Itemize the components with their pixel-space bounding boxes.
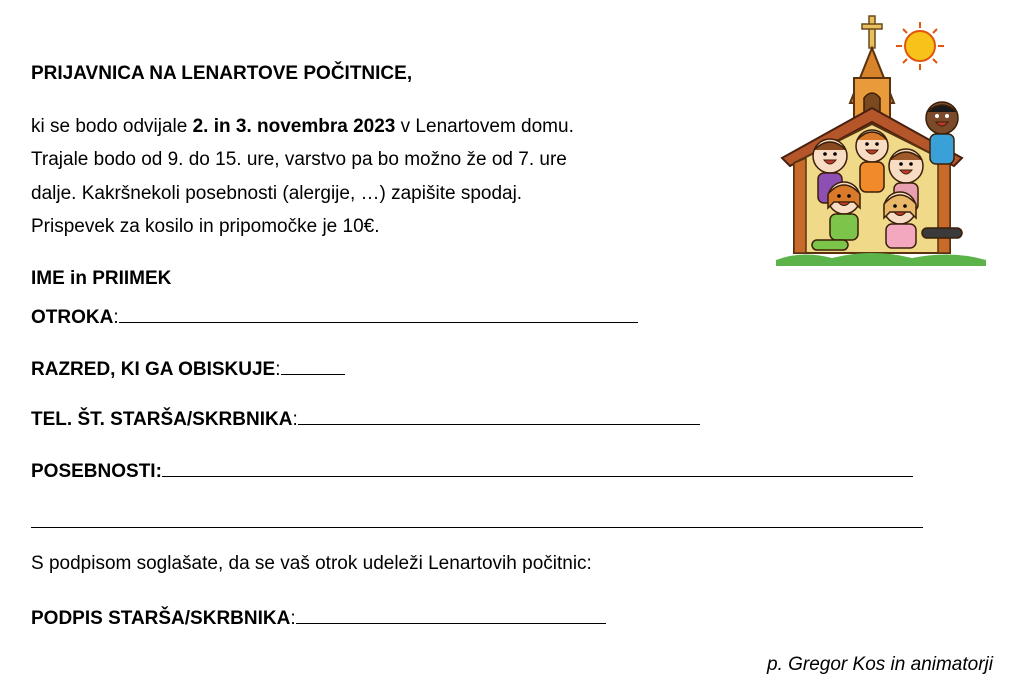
intro-text-end: v Lenartovem domu. xyxy=(395,116,574,137)
class-field-row xyxy=(31,354,345,381)
intro-line-2: Trajale bodo od 9. do 15. ure, varstvo pa bo možno že od 7. ure xyxy=(31,149,567,170)
church-children-illustration xyxy=(772,8,992,268)
intro-line-1 xyxy=(31,116,574,138)
intro-line-4: Prispevek za kosilo in pripomočke je 10€. xyxy=(31,216,380,237)
special-label: POSEBNOSTI: xyxy=(31,461,162,482)
special-field-row xyxy=(31,456,913,483)
name-field-row xyxy=(31,302,638,329)
intro-line-3: dalje. Kakršnekoli posebnosti (alergije, …) zapišite spodaj. xyxy=(31,183,523,204)
intro-dates: 2. in 3. novembra 2023 xyxy=(192,116,396,137)
form-title: PRIJAVNICA NA LENARTOVE POČITNICE, xyxy=(31,63,413,84)
signature-colon: : xyxy=(290,608,296,629)
phone-line[interactable] xyxy=(298,404,700,425)
class-colon: : xyxy=(275,359,281,380)
intro-text-start: ki se bodo odvijale xyxy=(31,116,193,137)
signature-field-row xyxy=(31,603,606,630)
signature-label: PODPIS STARŠA/SKRBNIKA xyxy=(31,608,291,629)
name-colon: : xyxy=(113,307,119,328)
class-line[interactable] xyxy=(281,354,345,375)
cross-icon xyxy=(862,16,882,48)
consent-text: S podpisom soglašate, da se vaš otrok udeleži Lenartovih počitnic: xyxy=(31,553,592,574)
class-label: RAZRED, KI GA OBISKUJE xyxy=(31,359,276,380)
name-label-line-2: OTROKA xyxy=(31,307,114,328)
signature-line[interactable] xyxy=(296,603,606,624)
phone-colon: : xyxy=(292,409,298,430)
child-name-line[interactable] xyxy=(119,302,638,323)
phone-field-row xyxy=(31,404,700,431)
sun-icon xyxy=(896,22,944,70)
phone-label: TEL. ŠT. STARŠA/SKRBNIKA xyxy=(31,409,293,430)
name-label-line-1: IME in PRIIMEK xyxy=(31,268,172,289)
special-line-2-row xyxy=(31,507,923,534)
special-line-1[interactable] xyxy=(162,456,913,477)
special-line-2[interactable] xyxy=(31,507,923,528)
organizer-signature: p. Gregor Kos in animatorji xyxy=(767,654,993,675)
